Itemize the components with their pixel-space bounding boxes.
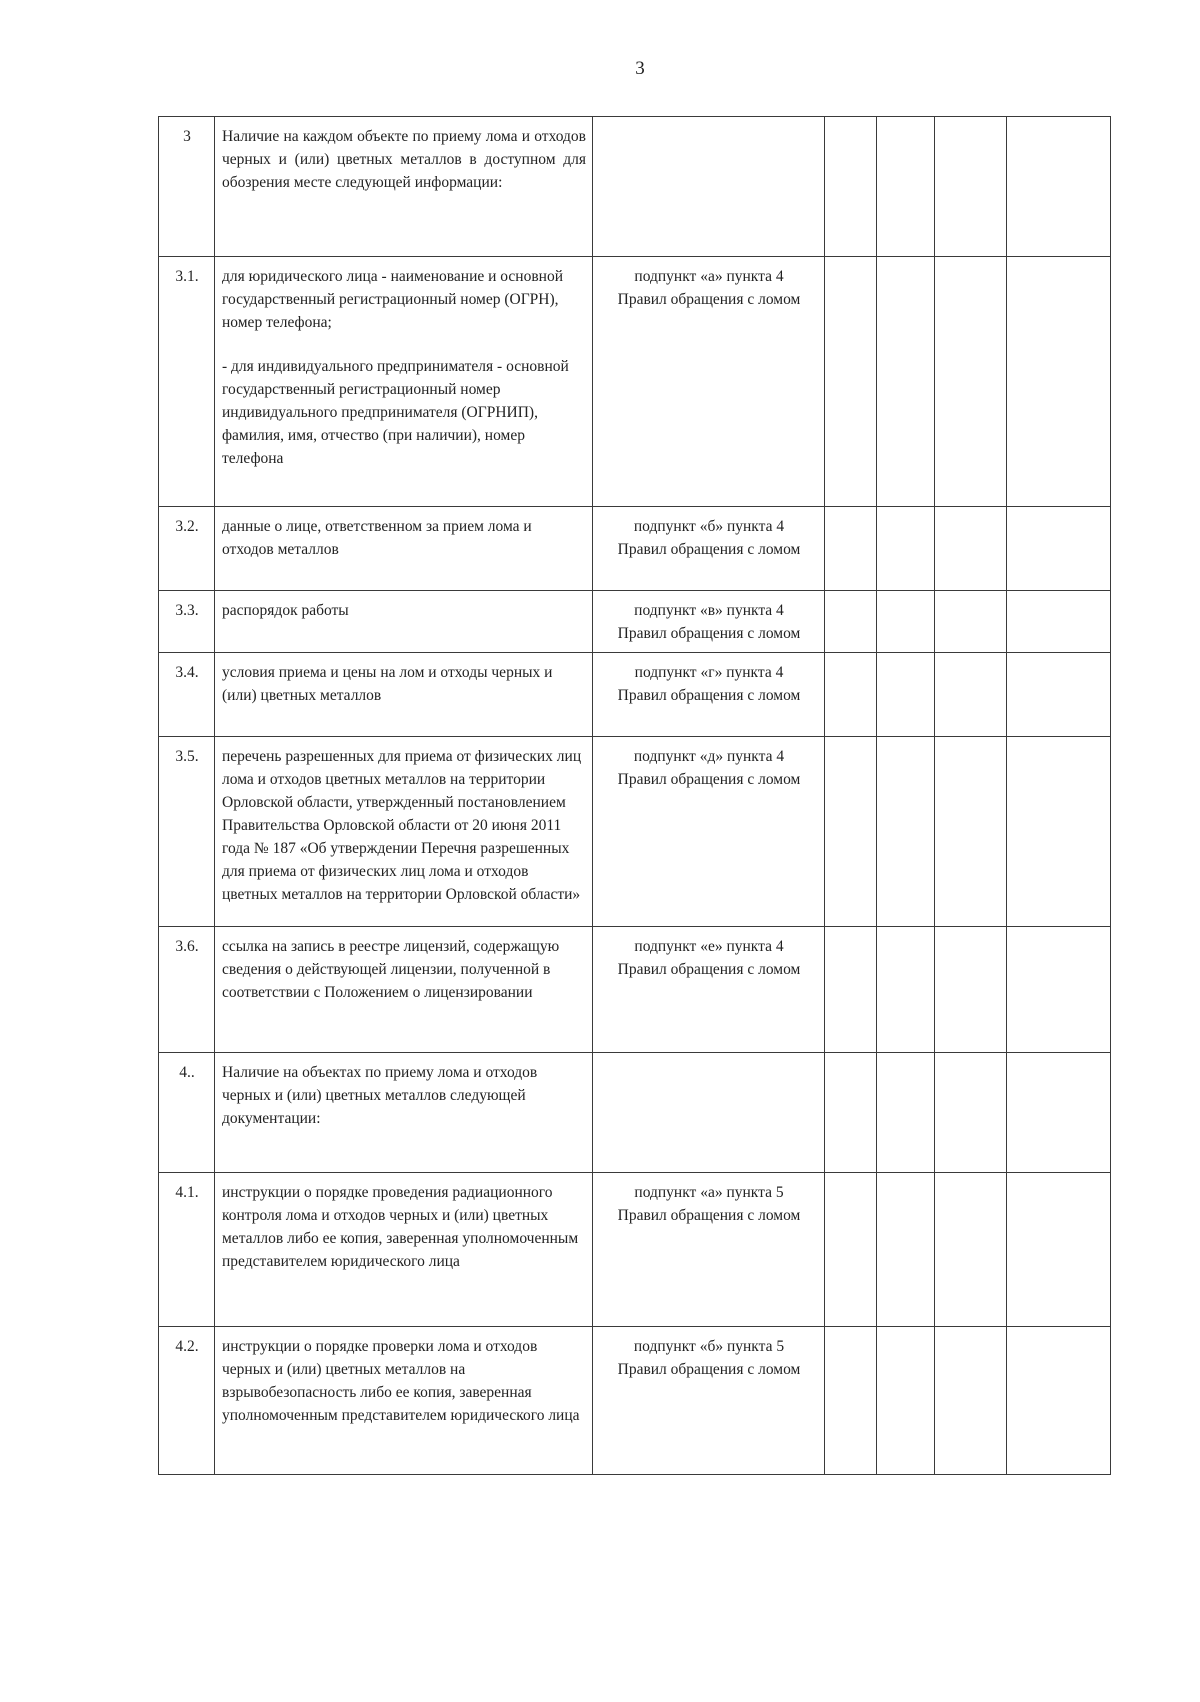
table-row xyxy=(159,927,1111,1053)
answer-cell xyxy=(1007,927,1111,1053)
answer-cell xyxy=(825,117,877,257)
table-row xyxy=(159,507,1111,591)
answer-cell xyxy=(825,653,877,737)
legal-reference-clause: подпункт «б» пункта 4 xyxy=(633,518,785,535)
legal-reference-clause: подпункт «а» пункта 5 xyxy=(634,1184,784,1201)
row-number-cell: 3.3. xyxy=(159,591,215,653)
table-row xyxy=(159,1173,1111,1327)
answer-cell xyxy=(825,737,877,927)
legal-reference-document: Правил обращения с ломом xyxy=(617,1361,801,1378)
requirement-paragraph: ссылка на запись в реестре лицензий, содержащую сведения о действующей лицензии, полученной в соответствии с Положением о лицензировании xyxy=(222,938,560,1001)
answer-cell xyxy=(1007,1173,1111,1327)
legal-reference-cell xyxy=(593,257,825,507)
requirement-paragraph: условия приема и цены на лом и отходы черных и (или) цветных металлов xyxy=(222,664,553,704)
legal-reference-cell xyxy=(593,507,825,591)
answer-cell xyxy=(1007,1053,1111,1173)
legal-reference-document: Правил обращения с ломом xyxy=(617,771,801,788)
row-number-cell: 4.1. xyxy=(159,1173,215,1327)
answer-cell xyxy=(935,1327,1007,1475)
requirement-description-cell xyxy=(215,591,593,653)
legal-reference-cell xyxy=(593,653,825,737)
legal-reference-document: Правил обращения с ломом xyxy=(617,1207,801,1224)
table-row xyxy=(159,257,1111,507)
legal-reference-cell xyxy=(593,927,825,1053)
legal-reference-clause: подпункт «г» пункта 4 xyxy=(634,664,784,681)
requirement-paragraph: - для индивидуального предпринимателя - основной государственный регистрационный номер индивидуального предпринимателя (ОГРНИП), фамилия, имя, отчество (при наличии), номер телефона xyxy=(222,358,569,467)
row-number-cell: 3 xyxy=(159,117,215,257)
requirement-description-cell xyxy=(215,1327,593,1475)
requirement-description-cell xyxy=(215,117,593,257)
table-row xyxy=(159,591,1111,653)
legal-reference-cell xyxy=(593,1173,825,1327)
answer-cell xyxy=(877,1327,935,1475)
answer-cell xyxy=(935,507,1007,591)
table-row xyxy=(159,737,1111,927)
answer-cell xyxy=(877,257,935,507)
requirement-description-cell xyxy=(215,737,593,927)
requirement-paragraph: для юридического лица - наименование и основной государственный регистрационный номер (ОГРН), номер телефона; xyxy=(222,268,564,331)
requirement-description-cell xyxy=(215,1053,593,1173)
answer-cell xyxy=(877,927,935,1053)
answer-cell xyxy=(825,1053,877,1173)
table-row xyxy=(159,653,1111,737)
answer-cell xyxy=(877,653,935,737)
answer-cell xyxy=(1007,117,1111,257)
requirement-paragraph: инструкции о порядке проверки лома и отходов черных и (или) цветных металлов на взрывобезопасность либо ее копия, заверенная уполномоченным представителем юридического лица xyxy=(222,1338,580,1424)
answer-cell xyxy=(825,507,877,591)
requirement-description-cell xyxy=(215,507,593,591)
answer-cell xyxy=(825,257,877,507)
answer-cell xyxy=(935,1173,1007,1327)
answer-cell xyxy=(1007,257,1111,507)
table-row xyxy=(159,1053,1111,1173)
answer-cell xyxy=(935,653,1007,737)
answer-cell xyxy=(1007,653,1111,737)
requirement-description-cell xyxy=(215,1173,593,1327)
requirement-paragraph: Наличие на объектах по приему лома и отходов черных и (или) цветных металлов следующей документации: xyxy=(222,1064,538,1127)
legal-reference-clause: подпункт «е» пункта 4 xyxy=(634,938,784,955)
table-row xyxy=(159,117,1111,257)
row-number-cell: 4.2. xyxy=(159,1327,215,1475)
requirement-paragraph: данные о лице, ответственном за прием лома и отходов металлов xyxy=(222,518,532,558)
row-number-cell: 3.2. xyxy=(159,507,215,591)
checklist-table-body xyxy=(159,117,1111,1475)
row-number-cell: 3.6. xyxy=(159,927,215,1053)
answer-cell xyxy=(877,117,935,257)
row-number-cell: 3.4. xyxy=(159,653,215,737)
answer-cell xyxy=(935,117,1007,257)
legal-reference-cell xyxy=(593,737,825,927)
legal-reference-cell xyxy=(593,117,825,257)
row-number-cell: 3.1. xyxy=(159,257,215,507)
legal-reference-document: Правил обращения с ломом xyxy=(617,625,801,642)
row-number-cell: 4.. xyxy=(159,1053,215,1173)
requirement-paragraph: Наличие на каждом объекте по приему лома и отходов черных и (или) цветных металлов в доступном для обозрения месте следующей информации: xyxy=(222,128,586,191)
answer-cell xyxy=(877,1053,935,1173)
legal-reference-clause: подпункт «в» пункта 4 xyxy=(634,602,784,619)
answer-cell xyxy=(1007,507,1111,591)
answer-cell xyxy=(935,591,1007,653)
legal-reference-document: Правил обращения с ломом xyxy=(617,541,801,558)
legal-reference-clause: подпункт «д» пункта 4 xyxy=(633,748,785,765)
legal-reference-cell xyxy=(593,1053,825,1173)
legal-reference-clause: подпункт «а» пункта 4 xyxy=(634,268,784,285)
answer-cell xyxy=(1007,591,1111,653)
requirement-description-cell xyxy=(215,927,593,1053)
answer-cell xyxy=(877,507,935,591)
legal-reference-document: Правил обращения с ломом xyxy=(617,961,801,978)
requirement-description-cell xyxy=(215,653,593,737)
legal-reference-document: Правил обращения с ломом xyxy=(617,291,801,308)
answer-cell xyxy=(877,591,935,653)
legal-reference-document: Правил обращения с ломом xyxy=(617,687,801,704)
answer-cell xyxy=(825,591,877,653)
answer-cell xyxy=(935,737,1007,927)
row-number-cell: 3.5. xyxy=(159,737,215,927)
checklist-table xyxy=(158,116,1111,1475)
answer-cell xyxy=(825,1173,877,1327)
requirement-paragraph: перечень разрешенных для приема от физических лиц лома и отходов цветных металлов на территории Орловской области, утвержденный постановлением Правительства Орловской области от 20 июня 2011 года № 187 «Об утверждении Перечня разрешенных для приема от физических лиц лома и отходов цветных металлов на территории Орловской области» xyxy=(222,748,582,903)
answer-cell xyxy=(935,927,1007,1053)
answer-cell xyxy=(935,257,1007,507)
table-row xyxy=(159,1327,1111,1475)
answer-cell xyxy=(877,737,935,927)
page-number: 3 xyxy=(635,58,645,79)
legal-reference-clause: подпункт «б» пункта 5 xyxy=(633,1338,785,1355)
answer-cell xyxy=(1007,737,1111,927)
requirement-description-cell xyxy=(215,257,593,507)
answer-cell xyxy=(1007,1327,1111,1475)
requirement-paragraph: распорядок работы xyxy=(222,602,349,619)
legal-reference-cell xyxy=(593,591,825,653)
answer-cell xyxy=(935,1053,1007,1173)
legal-reference-cell xyxy=(593,1327,825,1475)
requirement-paragraph: инструкции о порядке проведения радиационного контроля лома и отходов черных и (или) цветных металлов либо ее копия, заверенная уполномоченным представителем юридического лица xyxy=(222,1184,579,1270)
answer-cell xyxy=(877,1173,935,1327)
answer-cell xyxy=(825,1327,877,1475)
answer-cell xyxy=(825,927,877,1053)
